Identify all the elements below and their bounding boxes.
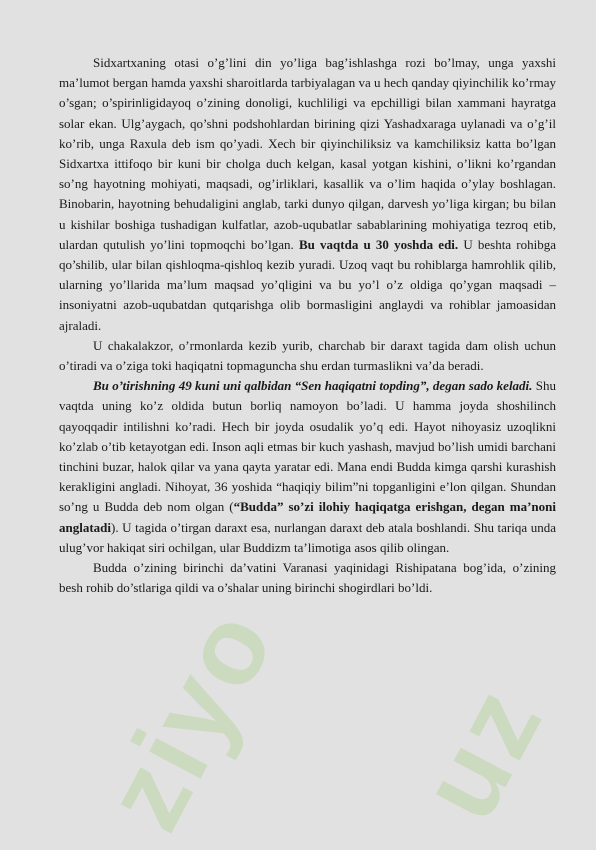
- text-segment: U beshta rohibga qo’shilib, ular bilan qishloqma-qishloq kezib yuradi. Uzoq vaqt bu rohiblarga hamrohlik qilib, ularning yo’llarida ma’lum maqsad yo’qligini va bu yo’l o’z oldiga qo’ygan maqsadi – insoniyatni azob-uqubatdan qutqarishga olib bormasligini anglaydi va rohiblar jamoasidan ajraladi.: [59, 236, 557, 333]
- paragraph-1: [59, 53, 556, 336]
- text-segment: ). U tagida o’tirgan daraxt esa, nurlangan daraxt deb atala boshlandi. Shu tariqa unda ulug’vor hakiqat siri ochilgan, ular Buddizm ta’limotiga asos qilib olingan.: [59, 519, 556, 555]
- paragraph-3: [59, 376, 556, 558]
- paragraph-4: [59, 558, 556, 598]
- watermark-logo-left: ziyo: [81, 587, 299, 849]
- text-segment: Budda o’zining birinchi da’vatini Varanasi yaqinidagi Rishipatana bog’ida, o’zining besh rohib do’stlariga qildi va o’shalar uning birinchi shogirdlari bo’ldi.: [59, 560, 556, 596]
- emphasis-bold: “Budda” so’zi ilohiy haqiqatga erishgan, degan ma’noni anglatadi: [59, 499, 556, 535]
- document-body: [59, 53, 556, 598]
- text-segment: Sidxartxaning otasi o’g’lini din yo’liga bag’ishlashga rozi bo’lmay, unga yaxshi ma’lumot bergan hamda yaxshi sharoitlarda tarbiyalagan va u hech qanday qiyinchilik ko’rmay o’sgan; o’spirinligidayoq o’zining donoligi, kuchliligi va epchilligi bilan xammani hayratga solar ekan. Ulg’aygach, qo’shni podshohlardan birining qizi Yashadxaraga uylanadi va o’g’il ko’rib, unga Raxula deb ism qo’yadi. Xech bir qiyinchiliksiz va kamchiliksiz katta bo’lgan Sidxartxa ittifoqo bir kuni bir cholga duch kelgan, kasal yotgan kishini, o’likni ko’rgandan so’ng hayotning mohiyati, maqsadi, og’irliklari, kasallik va o’lim haqida o’ylay boshlagan. Binobarin, hayotning behudaligini anglab, tarki dunyo qilgan, darvesh yo’liga kirgan; bu bilan u kishilar boshiga tushadigan kulfatlar, azob-uqubatlar sabablarining mohiyatiga tezroq etib, ulardan qutulish yo’lini topmoqchi bo’lgan.: [59, 55, 556, 252]
- watermark-logo-right: uz: [396, 665, 567, 839]
- emphasis-bold-italic: Bu o’tirishning 49 kuni uni qalbidan “Sen haqiqatni topding”, degan sado keladi.: [93, 378, 533, 394]
- emphasis-bold: Bu vaqtda u 30 yoshda edi.: [298, 236, 459, 252]
- text-segment: U chakalakzor, o’rmonlarda kezib yurib, charchab bir daraxt tagida dam olish uchun o’tiradi va o’ziga toki haqiqatni topmaguncha shu erdan turmaslikni va’da beradi.: [59, 337, 556, 374]
- paragraph-2: [59, 336, 556, 376]
- text-segment: Shu vaqtda uning ko’z oldida butun borliq namoyon bo’ladi. U hamma joyda shoshilinch qayoqqadir intilishni ko’radi. Hech bir joyda osudalik yo’q edi. Hayot nihoyasiz uzoqlikni ko’zlab o’tib ketayotgan edi. Inson aqli etmas bir kuch yashash, mavjud bo’lish umidi barchani tinchini buzar, halok qilar va yana qayta yaratar edi. Mana endi Budda kimga qarshi kurashish kerakligini angladi. Nihoyat, 36 yoshida “haqiqiy bilim”ni topganligini e’lon qilgan. Shundan so’ng u Budda deb nom olgan (: [59, 378, 556, 515]
